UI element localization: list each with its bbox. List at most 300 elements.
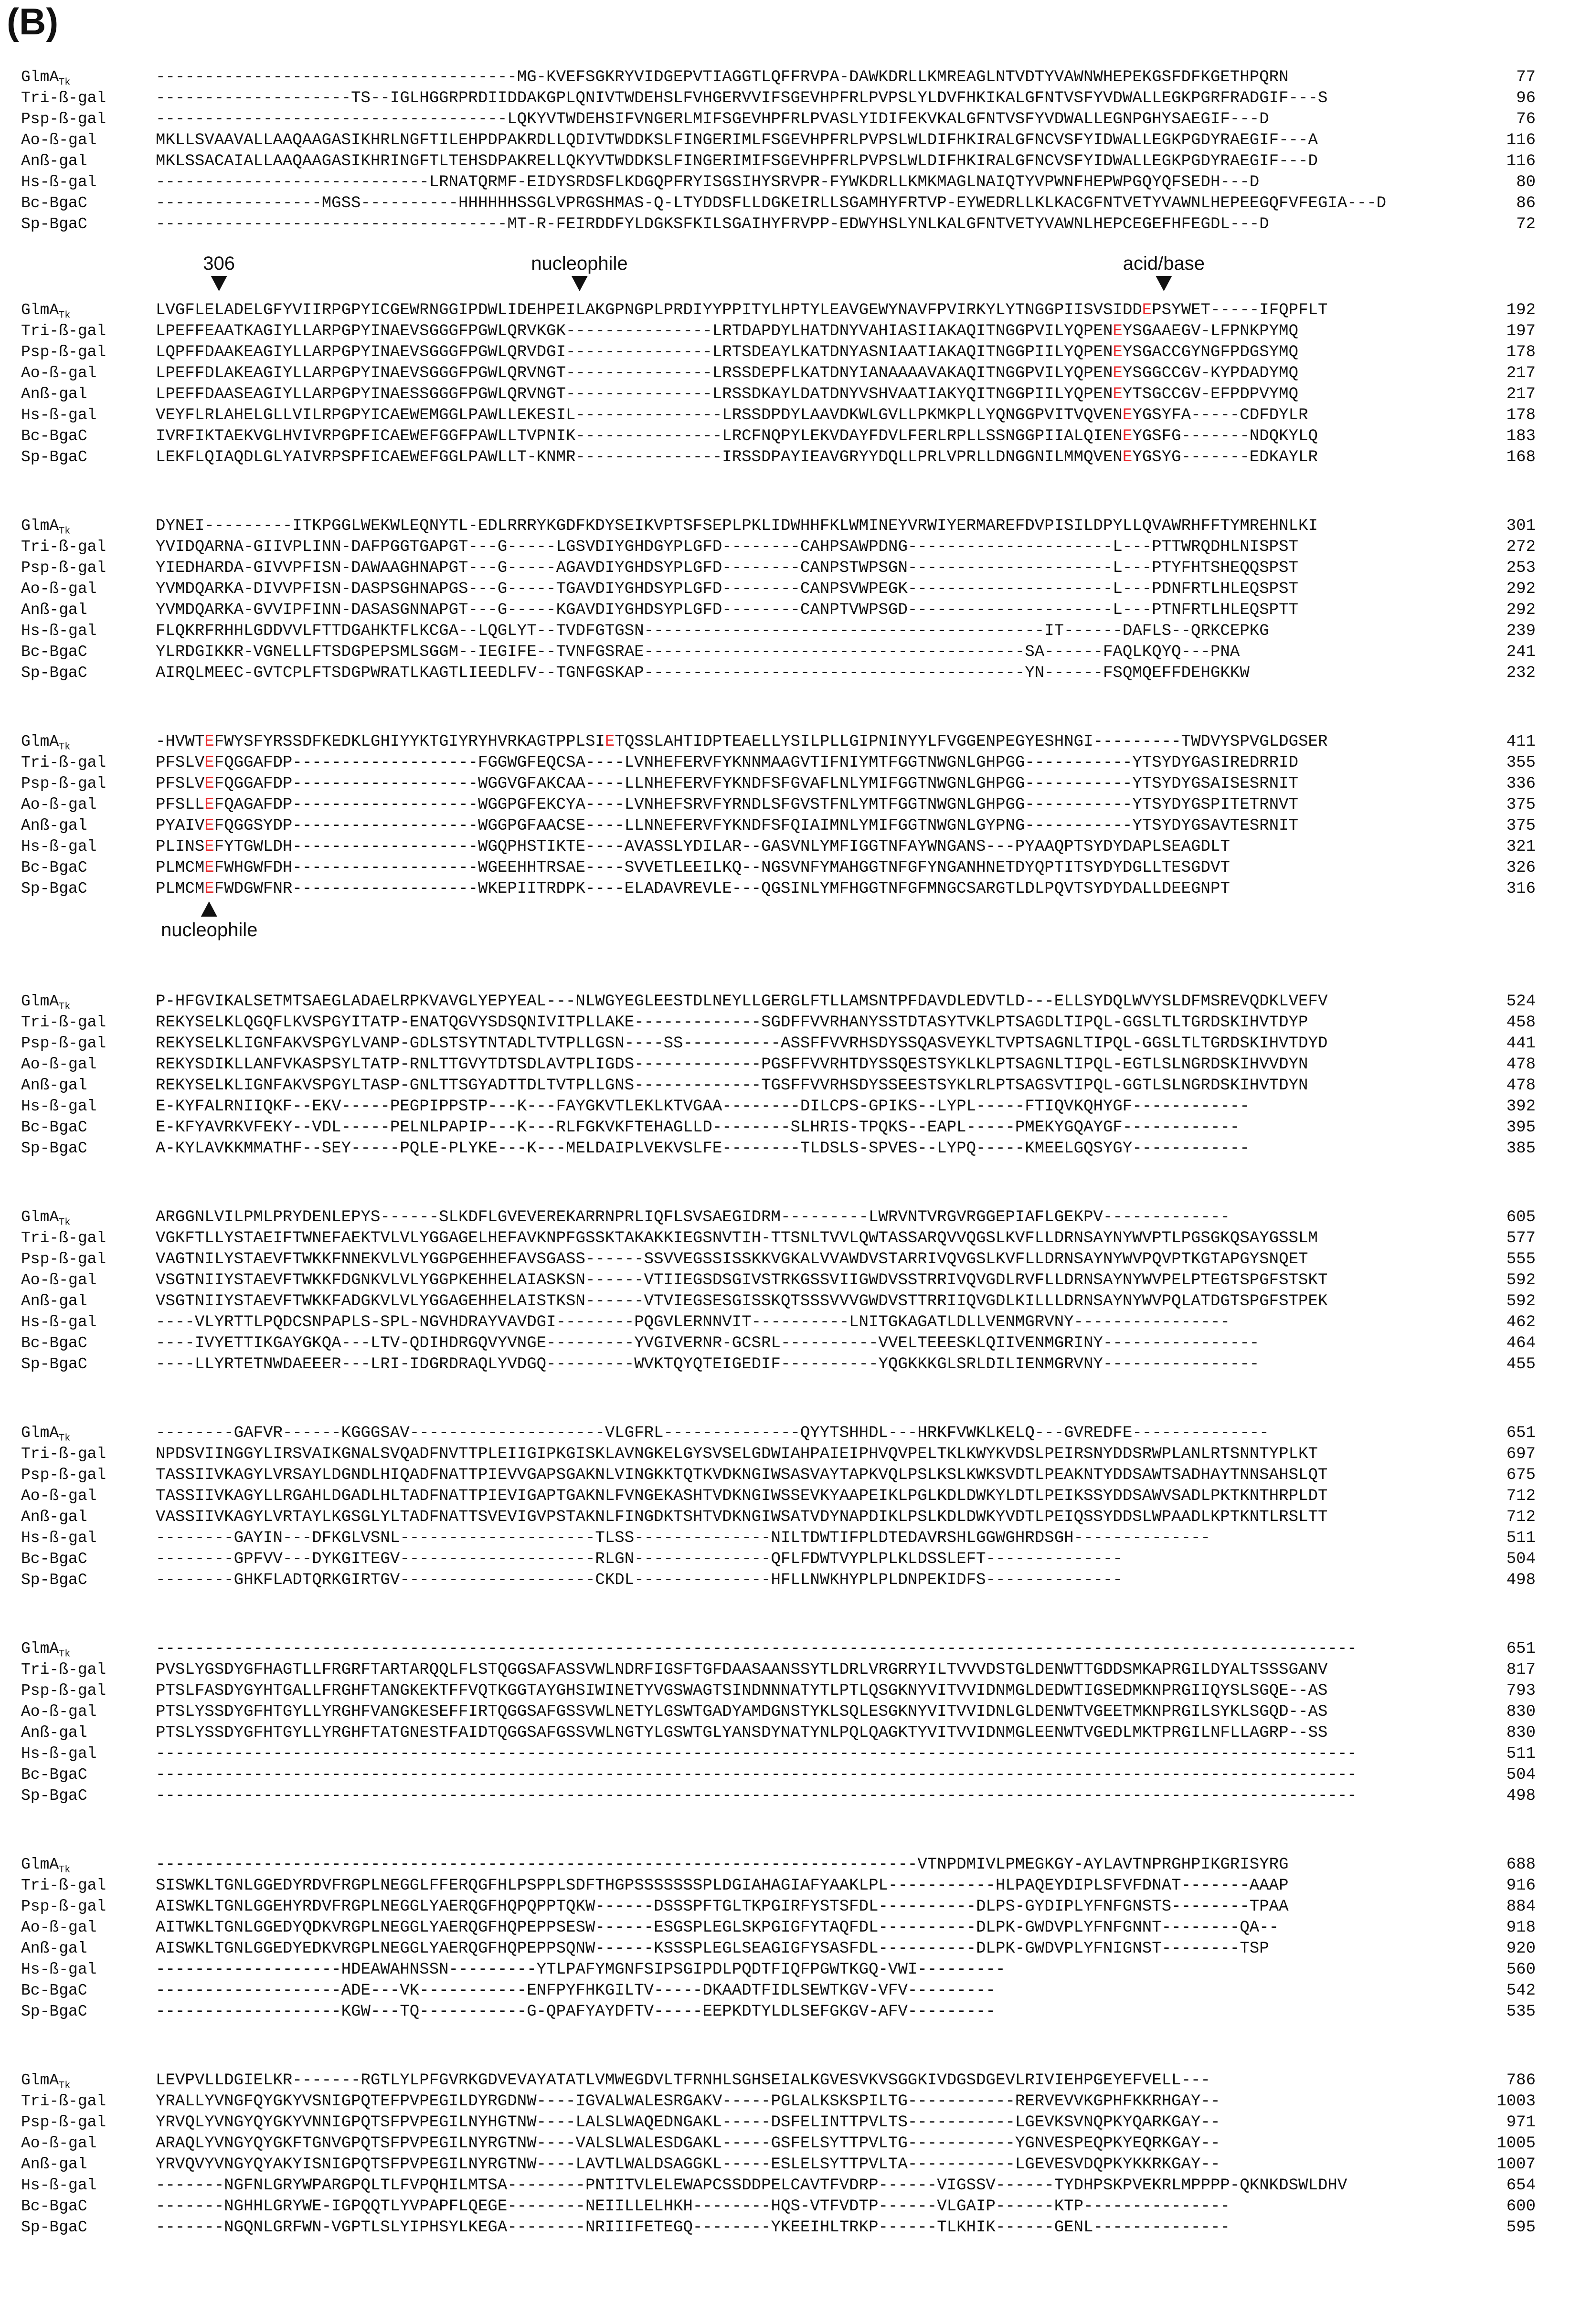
sequence-name: Ao-ß-gal bbox=[21, 796, 97, 813]
residue-number: 76 bbox=[1516, 110, 1536, 128]
sequence-row bbox=[21, 405, 1536, 426]
sequence-name: Anß-gal bbox=[21, 2155, 87, 2173]
residue-number: 688 bbox=[1506, 1856, 1536, 1874]
residue-number: 316 bbox=[1506, 880, 1536, 898]
sequence-name: Hs-ß-gal bbox=[21, 173, 97, 191]
alignment-block bbox=[21, 703, 1536, 943]
sequence-residues: --------GAYIN---DFKGLVSNL--------------------TLSS--------------NILTDWTIFPLDTEDAVRSHLGGWGHRDSGH-------------- bbox=[156, 1529, 1210, 1547]
sequence-row bbox=[21, 773, 1536, 794]
residue-number: 918 bbox=[1506, 1919, 1536, 1937]
sequence-residues: PLMCMEFWHGWFDH-------------------WGEEHHTRSAE----SVVETLEEILKQ--NGSVNFYMAHGGTNFGFYNGANHNETDYQPTITSYDYDGLLTESGDVT bbox=[156, 859, 1230, 877]
residue-number: 375 bbox=[1506, 796, 1536, 814]
sequence-residues: LVGFLELADELGFYVIIRPGPYICGEWRNGGIPDWLIDEHPEILAKGPNGPLPRDIYYPPITYLHPTYLEAVGEWYNAVFPVIRKYLYTNGGPIISVSIDDEPSYWET-----IFQPFLT bbox=[156, 301, 1328, 319]
sequence-residues: YIEDHARDA-GIVVPFISN-DAWAAGHNAPGT---G-----AGAVDIYGHDSYPLGFD--------CANPSTWPSGN---------------------L---PTYFHTSHEQQSPST bbox=[156, 559, 1299, 577]
residue-number: 830 bbox=[1506, 1703, 1536, 1721]
sequence-row bbox=[21, 2112, 1536, 2133]
residue-number: 697 bbox=[1506, 1445, 1536, 1463]
sequence-row bbox=[21, 1444, 1536, 1465]
sequence-row bbox=[21, 579, 1536, 600]
sequence-residues: --------------------------------------------------------------------------------------------------------------------------- bbox=[156, 1745, 1357, 1763]
sequence-name: Tri-ß-gal bbox=[21, 538, 106, 556]
sequence-row bbox=[21, 642, 1536, 663]
sequence-residues: YLRDGIKKR-VGNELLFTSDGPEPSMLSGGM--IEGIFE--TVNFGSRAE---------------------------------------SA------FAQLKQYQ---PNA bbox=[156, 643, 1240, 661]
alignment-block bbox=[21, 1826, 1536, 2022]
sequence-residues: --------------------------------------------------------------------------------------------------------------------------- bbox=[156, 1787, 1357, 1805]
alignment-block bbox=[21, 1610, 1536, 1806]
residue-number: 712 bbox=[1506, 1487, 1536, 1505]
sequence-name: GlmA$_{Tk}$ bbox=[21, 1856, 71, 1876]
sequence-residues: -------NGQNLGRFWN-VGPTLSLYIPHSYLKEGA--------NRIIIFETEGQ--------YKEEIHLTRKP------TLKHIK------GENL-------------- bbox=[156, 2218, 1230, 2237]
sequence-row bbox=[21, 1249, 1536, 1270]
sequence-row bbox=[21, 2175, 1536, 2196]
residue-number: 375 bbox=[1506, 817, 1536, 835]
catalytic-residue: E bbox=[204, 817, 214, 835]
residue-number: 478 bbox=[1506, 1077, 1536, 1095]
alignment-block bbox=[21, 1394, 1536, 1591]
residue-number: 511 bbox=[1506, 1529, 1536, 1547]
residue-number: 971 bbox=[1506, 2113, 1536, 2132]
sequence-residues: AIRQLMEEC-GVTCPLFTSDGPWRATLKAGTLIEEDLFV--TGNFGSKAP---------------------------------------YN------FSQMQEFFDEHGKKW bbox=[156, 664, 1250, 682]
sequence-residues: YVMDQARKA-DIVVPFISN-DASPSGHNAPGS---G-----TGAVDIYGHDSYPLGFD--------CANPSVWPEGK---------------------L---PDNFRTLHLEQSPST bbox=[156, 580, 1299, 598]
sequence-name: Psp-ß-gal bbox=[21, 110, 106, 128]
residue-number: 458 bbox=[1506, 1014, 1536, 1032]
residue-number: 272 bbox=[1506, 538, 1536, 556]
sequence-residues: PFSLVEFQGGAFDP-------------------WGGVGFAKCAA----LLNHEFERVFYKNDFSFGVAFLNLYMIFGGTNWGNLGHPGG-----------YTSYDYGSAISESRNIT bbox=[156, 775, 1299, 793]
residue-number: 535 bbox=[1506, 2003, 1536, 2021]
residue-number: 301 bbox=[1506, 517, 1536, 535]
sequence-row bbox=[21, 600, 1536, 621]
sequence-residues: A-KYLAVKKMMATHF--SEY-----PQLE-PLYKE---K---MELDAIPLVEKVSLFE--------TLDSLS-SPVES--LYPQ-----KMEELGQSYGY------------ bbox=[156, 1140, 1250, 1158]
residue-number: 675 bbox=[1506, 1466, 1536, 1484]
residue-number: 116 bbox=[1506, 131, 1536, 149]
sequence-residues: PFSLLEFQAGAFDP-------------------WGGPGFEKCYA----LVNHEFSRVFYRNDLSFGVSTFNLYMTFGGTNWGNLGHPGG-----------YTSYDYGSPITETRNVT bbox=[156, 796, 1299, 814]
sequence-residues: LEVPVLLDGIELKR-------RGTLYLPFGVRKGDVEVAYATATLVMWEGDVLTFRNHLSGHSEIALKGVESVKVSGGKIVDGSDGEVLRIVIEHPGEYEFVELL--- bbox=[156, 2071, 1210, 2090]
catalytic-residue: E bbox=[204, 733, 214, 751]
sequence-row bbox=[21, 1333, 1536, 1354]
sequence-row bbox=[21, 342, 1536, 363]
sequence-residues: -HVWTEFWYSFYRSSDFKEDKLGHIYYKTGIYRYHVRKAGTPPLSIETQSSLAHTIDPTEAELLYSILPLLGIPNINYYLFVGGENPEGYESHNGI---------TWDVYSPVGLDGSER bbox=[156, 733, 1328, 751]
down-triangle-icon bbox=[1156, 276, 1172, 291]
sequence-name: Anß-gal bbox=[21, 152, 87, 170]
residue-number: 592 bbox=[1506, 1271, 1536, 1289]
sequence-name: Sp-BgaC bbox=[21, 1355, 87, 1373]
panel-label: (B) bbox=[7, 0, 59, 42]
alignment-block bbox=[21, 962, 1536, 1159]
residue-annotation bbox=[161, 901, 257, 940]
residue-number: 1007 bbox=[1496, 2155, 1536, 2174]
sequence-name: GlmA$_{Tk}$ bbox=[21, 517, 71, 537]
sequence-name: Tri-ß-gal bbox=[21, 1229, 106, 1247]
residue-number: 395 bbox=[1506, 1119, 1536, 1137]
sequence-row bbox=[21, 109, 1536, 130]
residue-number: 241 bbox=[1506, 643, 1536, 661]
residue-number: 577 bbox=[1506, 1229, 1536, 1247]
residue-number: 80 bbox=[1516, 173, 1536, 191]
alignment-block bbox=[21, 67, 1536, 235]
sequence-name: Bc-BgaC bbox=[21, 643, 87, 661]
sequence-residues: ----VLYRTTLPQDCSNPAPLS-SPL-NGVHDRAYVAVDGI--------PQGVLERNNVIT----------LNITGKAGATLDLLVENMGRVNY---------------- bbox=[156, 1313, 1230, 1331]
sequence-residues: IVRFIKTAEKVGLHVIVRPGPFICAEWEFGGFPAWLLTVPNIK---------------LRCFNQPYLEKVDAYFDVLFERLRPLLSSNGGPIIALQIENEYGSFG-------NDQKYLQ bbox=[156, 427, 1318, 445]
residue-number: 336 bbox=[1506, 775, 1536, 793]
annotation-row bbox=[21, 1394, 1536, 1423]
sequence-residues: LPEFFDAASEAGIYLLARPGPYINAESSGGGFPGWLQRVNGT---------------LRSSDKAYLDATDNYVSHVAATIAKYQITNGGPIILYQPENEYTSGCCGV-EFPDPVYMQ bbox=[156, 385, 1299, 403]
catalytic-residue: E bbox=[204, 754, 214, 772]
sequence-row bbox=[21, 1228, 1536, 1249]
sequence-name: Psp-ß-gal bbox=[21, 1466, 106, 1484]
residue-number: 96 bbox=[1516, 89, 1536, 107]
sequence-name: Psp-ß-gal bbox=[21, 559, 106, 577]
sequence-residues: PVSLYGSDYGFHAGTLLFRGRFTARTARQQLFLSTQGGSAFASSVWLNDRFIGSFTGFDAASAANSSYTLDRLVRGRRYILTVVVDSTGLDENWTTGDDSMKAPRGILDYALTSSSGANV bbox=[156, 1661, 1328, 1679]
sequence-residues: PTSLFASDYGYHTGALLFRGHFTANGKEKTFFVQTKGGTAYGHSIWINETYVGSWAGTSINDNNNATYTLPTLQSGKNYVITVVIDNMGLDEDWTIGSEDMKNPRGIIQYSLSGQE--AS bbox=[156, 1682, 1328, 1700]
annotation-label: acid/base bbox=[1123, 253, 1205, 274]
sequence-row bbox=[21, 2133, 1536, 2154]
sequence-name: Ao-ß-gal bbox=[21, 1919, 97, 1936]
sequence-row bbox=[21, 794, 1536, 815]
residue-number: 511 bbox=[1506, 1745, 1536, 1763]
sequence-name: Hs-ß-gal bbox=[21, 1961, 97, 1978]
sequence-name: Psp-ß-gal bbox=[21, 2113, 106, 2131]
sequence-name: Ao-ß-gal bbox=[21, 1056, 97, 1073]
catalytic-residue: E bbox=[1113, 364, 1123, 382]
sequence-row bbox=[21, 1354, 1536, 1375]
sequence-row bbox=[21, 193, 1536, 214]
catalytic-residue: E bbox=[204, 796, 214, 814]
sequence-residues: ------------------------------------MT-R-FEIRDDFYLDGKSFKILSGAIHYFRVPP-EDWYHSLYNLKALGFNTVETYVAWNLHEPCEGEFHFEGDL---D bbox=[156, 215, 1269, 233]
sequence-name: GlmA$_{Tk}$ bbox=[21, 993, 71, 1013]
sequence-row bbox=[21, 1680, 1536, 1701]
catalytic-residue: E bbox=[1142, 301, 1152, 319]
residue-number: 292 bbox=[1506, 580, 1536, 598]
sequence-residues: E-KYFALRNIIQKF--EKV-----PEGPIPPSTP---K---FAYGKVTLEKLKTVGAA--------DILCPS-GPIKS--LYPL-----FTIQVKQHYGF------------ bbox=[156, 1098, 1250, 1116]
catalytic-residue: E bbox=[605, 733, 615, 751]
sequence-row bbox=[21, 1033, 1536, 1054]
sequence-name: Ao-ß-gal bbox=[21, 131, 97, 149]
sequence-residues: -------------------ADE---VK-----------ENFPYFHKGILTV-----DKAADTFIDLSEWTKGV-VFV--------- bbox=[156, 1982, 996, 2000]
sequence-row bbox=[21, 1785, 1536, 1806]
sequence-residues: NPDSVIINGGYLIRSVAIKGNALSVQADFNVTTPLEIIGIPKGISKLAVNGKELGYSVSELGDWIAHPAIEIPHVQVPELTKLKWYKVDSLPEIRSNYDDSRWPLANLRTSNNTYPLKT bbox=[156, 1445, 1318, 1463]
catalytic-residue: E bbox=[204, 838, 214, 856]
residue-number: 600 bbox=[1506, 2197, 1536, 2216]
sequence-name: Bc-BgaC bbox=[21, 859, 87, 877]
annotation-row bbox=[21, 2041, 1536, 2070]
sequence-name: Sp-BgaC bbox=[21, 664, 87, 682]
sequence-residues: --------------------TS--IGLHGGRPRDIIDDAKGPLQNIVTWDEHSLFVHGERVVIFSGEVHPFRLPVPSLYLDVFHKIKALGFNTVSFYVDWALLEGKPGRFRADGIF---S bbox=[156, 89, 1328, 107]
alignment-block bbox=[21, 487, 1536, 684]
residue-number: 392 bbox=[1506, 1098, 1536, 1116]
residue-annotation bbox=[531, 254, 627, 291]
sequence-row bbox=[21, 2070, 1536, 2091]
residue-number: 72 bbox=[1516, 215, 1536, 233]
residue-number: 560 bbox=[1506, 1961, 1536, 1979]
sequence-name: Tri-ß-gal bbox=[21, 89, 106, 107]
catalytic-residue: E bbox=[1113, 385, 1123, 403]
residue-number: 1003 bbox=[1496, 2092, 1536, 2111]
sequence-row bbox=[21, 1959, 1536, 1980]
alignment-block bbox=[21, 254, 1536, 468]
sequence-residues: MKLSSACAIALLAAQAAGASIKHRINGFTLTEHSDPAKRELLQKYVTWDDKSLFINGERIMIFSGEVHPFRLPVPSLWLDIFHKIRALGFNCVSFYIDWALLEGKPGDYRAEGIF---D bbox=[156, 152, 1318, 170]
sequence-residues: ------------------------------------LQKYVTWDEHSIFVNGERLMIFSGEVHPFRLPVASLYIDIFEKVKALGFNTVSFYVDWALLEGNPGHYSAEGIF---D bbox=[156, 110, 1269, 128]
sequence-name: Sp-BgaC bbox=[21, 1571, 87, 1589]
sequence-name: Hs-ß-gal bbox=[21, 1529, 97, 1547]
sequence-residues: PYAIVEFQGGSYDP-------------------WGGPGFAACSE----LLNNEFERVFYKNDFSFQIAIMNLYMIFGGTNWGNLGYPNG-----------YTSYDYGSAVTESRNIT bbox=[156, 817, 1299, 835]
down-triangle-icon bbox=[211, 276, 227, 291]
sequence-row bbox=[21, 130, 1536, 151]
sequence-residues: LPEFFDLAKEAGIYLLARPGPYINAEVSGGGFPGWLQRVNGT---------------LRSSDEPFLKATDNYIANAAAAVAKAQITNGGPVILYQPENEYSGGCCGV-KYPDADYMQ bbox=[156, 364, 1299, 382]
residue-number: 651 bbox=[1506, 1640, 1536, 1658]
sequence-name: Bc-BgaC bbox=[21, 1119, 87, 1136]
sequence-name: Tri-ß-gal bbox=[21, 1014, 106, 1031]
annotation-row bbox=[21, 703, 1536, 731]
residue-annotation bbox=[203, 254, 235, 291]
sequence-residues: TASSIIVKAGYLLRGAHLDGADLHLTADFNATTPIEVIGAPTGAKNLFVNGEKASHTVDKNGIWSSEVKYAAPEIKLPGLKDLDWKYLDTLPEIKSSYDDSAWVSADLPKTKNTHRPLDT bbox=[156, 1487, 1328, 1505]
catalytic-residue: E bbox=[1113, 322, 1123, 340]
residue-number: 478 bbox=[1506, 1056, 1536, 1074]
sequence-name: Tri-ß-gal bbox=[21, 2092, 106, 2110]
sequence-name: Tri-ß-gal bbox=[21, 1877, 106, 1894]
residue-number: 292 bbox=[1506, 601, 1536, 619]
sequence-name: Tri-ß-gal bbox=[21, 1445, 106, 1463]
sequence-residues: YVIDQARNA-GIIVPLINN-DAFPGGTGAPGT---G-----LGSVDIYGHDGYPLGFD--------CAHPSAWPDNG---------------------L---PTTWRQDHLNISPST bbox=[156, 538, 1299, 556]
sequence-residues: PTSLYSSDYGFHTGYLLYRGHFVANGKESEFFIRTQGGSAFGSSVWLNETYLGSWTGADYAMDGNSTYKLSQLESGKNYVITVVIDNLGLDENWTVGEETMKNPRGILSYKLSGQD--AS bbox=[156, 1703, 1328, 1721]
sequence-row bbox=[21, 1465, 1536, 1486]
sequence-residues: --------GPFVV---DYKGITEGV--------------------RLGN--------------QFLFDWTVYPLPLKLDSSLEFT-------------- bbox=[156, 1550, 1123, 1568]
sequence-row bbox=[21, 363, 1536, 384]
sequence-row bbox=[21, 214, 1536, 235]
sequence-row bbox=[21, 1743, 1536, 1764]
sequence-residues: REKYSELKLIGNFAKVSPGYLVANP-GDLSTSYTNTADLTVTPLLGSN----SS----------ASSFFVVRHSDYSSQASVEYKLTVPTSAGNLTIPQL-GGSLTLTGRDSKIHVTDYD bbox=[156, 1035, 1328, 1053]
sequence-residues: ------------------------------------------------------------------------------VTNPDMIVLPMEGKGY-AYLAVTNPRGHPIKGRISYRG bbox=[156, 1856, 1289, 1874]
sequence-row bbox=[21, 1291, 1536, 1312]
sequence-row bbox=[21, 991, 1536, 1012]
sequence-row bbox=[21, 857, 1536, 878]
sequence-residues: TASSIIVKAGYLVRSAYLDGNDLHIQADFNATTPIEVVGAPSGAKNLVINGKKTQTKVDKNGIWSASVAYTAPKVQLPSLKSLKWKSVDTLPEAKNTYDDSAWTSADHAYTNNSAHSLQT bbox=[156, 1466, 1328, 1484]
sequence-name: Psp-ß-gal bbox=[21, 1250, 106, 1268]
sequence-row bbox=[21, 836, 1536, 857]
sequence-residues: PTSLYSSDYGFHTGYLLYRGHFTATGNESTFAIDTQGGSAFGSSVWLNGTYLGSWTGLYANSDYNATYNLPQLQAGKTYVITVVIDNMGLEENWTVGEDLMKTPRGILNFLLAGRP--SS bbox=[156, 1724, 1328, 1742]
residue-number: 462 bbox=[1506, 1313, 1536, 1331]
annotation-row bbox=[21, 1178, 1536, 1207]
residue-number: 217 bbox=[1506, 385, 1536, 403]
residue-number: 232 bbox=[1506, 664, 1536, 682]
sequence-name: Sp-BgaC bbox=[21, 1140, 87, 1157]
sequence-row bbox=[21, 558, 1536, 579]
sequence-residues: VAGTNILYSTAEVFTWKKFNNEKVLVLYGGPGEHHEFAVSGASS------SSVVEGSSISSKKVGKALVVAWDVSTARRIVQVGSLKVFLLDRNSAYNYWVPQVPTKGTAPGYSNQET bbox=[156, 1250, 1308, 1268]
sequence-row bbox=[21, 1528, 1536, 1549]
residue-number: 884 bbox=[1506, 1898, 1536, 1916]
sequence-row bbox=[21, 1570, 1536, 1591]
sequence-name: Psp-ß-gal bbox=[21, 1682, 106, 1700]
sequence-name: Sp-BgaC bbox=[21, 2003, 87, 2020]
sequence-name: Tri-ß-gal bbox=[21, 754, 106, 771]
sequence-residues: ----LLYRTETNWDAEEER---LRI-IDGRDRAQLYVDGQ---------WVKTQYQTEIGEDIF----------YQGKKKGLSRLDILIENMGRVNY---------------- bbox=[156, 1355, 1260, 1373]
catalytic-residue: E bbox=[204, 859, 214, 877]
sequence-row bbox=[21, 1854, 1536, 1875]
sequence-row bbox=[21, 321, 1536, 342]
sequence-residues: P-HFGVIKALSETMTSAEGLADAELRPKVAVGLYEPYEAL---NLWGYEGLEESTDLNEYLLGERGLFTLLAMSNTPFDAVDLEDVTLD---ELLSYDQLWVYSLDFMSREVQDKLVEFV bbox=[156, 993, 1328, 1011]
catalytic-residue: E bbox=[1122, 406, 1133, 424]
sequence-residues: VGKFTLLYSTAEIFTWNEFAEKTVLVLYGGAGELHEFAVKNPFGSSKTAKAKKIEGSNVTIH-TTSNLTVVLQWTASSARQVVQGSLKVFLLDRNSAYNYWVPTLPGSGKQSAYGSSLM bbox=[156, 1229, 1318, 1247]
sequence-name: Bc-BgaC bbox=[21, 1982, 87, 1999]
sequence-residues: VSGTNIIYSTAEVFTWKKFADGKVLVLYGGAGEHHELAISTKSN------VTVIEGSESGISSKQTSSSVVVGWDVSTTRRIIQVGDLKILLLDRNSAYNYWVPQLATDGTSPGFSTPEK bbox=[156, 1292, 1328, 1310]
residue-number: 86 bbox=[1516, 194, 1536, 212]
sequence-name: Hs-ß-gal bbox=[21, 1098, 97, 1115]
sequence-name: Ao-ß-gal bbox=[21, 2134, 97, 2152]
residue-number: 217 bbox=[1506, 364, 1536, 382]
sequence-row bbox=[21, 1096, 1536, 1117]
sequence-row bbox=[21, 1764, 1536, 1785]
sequence-residues: YRALLYVNGFQYGKYVSNIGPQTEFPVPEGILDYRGDNW----IGVALWALESRGAKV-----PGLALKSKSPILTG-----------RERVEVVKGPHFKKRHGAY-- bbox=[156, 2092, 1220, 2111]
sequence-name: Ao-ß-gal bbox=[21, 1487, 97, 1505]
sequence-row bbox=[21, 384, 1536, 405]
residue-number: 326 bbox=[1506, 859, 1536, 877]
sequence-row bbox=[21, 752, 1536, 773]
sequence-row bbox=[21, 1875, 1536, 1896]
sequence-name: Hs-ß-gal bbox=[21, 2176, 97, 2194]
sequence-name: Bc-BgaC bbox=[21, 1334, 87, 1352]
sequence-name: Anß-gal bbox=[21, 1077, 87, 1094]
sequence-name: Hs-ß-gal bbox=[21, 622, 97, 640]
sequence-residues: REKYSELKLQGQFLKVSPGYITATP-ENATQGVYSDSQNIVITPLLAKE-------------SGDFFVVRHANYSSTDTASYTVKLPTSAGDLTIPQL-GGSLTLTGRDSKIHVTDYP bbox=[156, 1014, 1308, 1032]
annotation-label: 306 bbox=[203, 253, 235, 274]
catalytic-residue: E bbox=[1122, 448, 1133, 466]
up-triangle-icon bbox=[201, 901, 217, 917]
sequence-name: Hs-ß-gal bbox=[21, 838, 97, 856]
sequence-name: Bc-BgaC bbox=[21, 2197, 87, 2215]
residue-number: 441 bbox=[1506, 1035, 1536, 1053]
sequence-row bbox=[21, 1486, 1536, 1507]
sequence-name: Ao-ß-gal bbox=[21, 1703, 97, 1721]
sequence-row bbox=[21, 878, 1536, 899]
sequence-residues: AISWKLTGNLGGEHYRDVFRGPLNEGGLYAERQGFHQPQPPTQKW------DSSSPFTGLTKPGIRFYSTSFDL----------DLPS-GYDIPLYFNFGNSTS--------TPAA bbox=[156, 1898, 1289, 1916]
sequence-name: GlmA$_{Tk}$ bbox=[21, 2071, 71, 2092]
sequence-row bbox=[21, 1075, 1536, 1096]
sequence-row bbox=[21, 1896, 1536, 1917]
sequence-residues: -------NGFNLGRYWPARGPQLTLFVPQHILMTSA--------PNTITVLELEWAPCSSDDPELCAVTFVDRP------VIGSSV------TYDHPSKPVEKRLMPPPP-QKNKDSWLDHV bbox=[156, 2176, 1347, 2195]
sequence-residues: ----IVYETTIKGAYGKQA---LTV-QDIHDRGQVYVNGE---------YVGIVERNR-GCSRL----------VVELTEEESKLQIIVENMGRINY---------------- bbox=[156, 1334, 1260, 1352]
residue-number: 385 bbox=[1506, 1140, 1536, 1158]
residue-number: 178 bbox=[1506, 343, 1536, 361]
sequence-name: Sp-BgaC bbox=[21, 448, 87, 466]
alignment-block bbox=[21, 2041, 1536, 2238]
sequence-residues: SISWKLTGNLGGEDYRDVFRGPLNEGGLFFERQGFHLPSPPLSDFTHGPSSSSSSSPLDGIAHAGIAFYAAKLPL-----------HLPAQEYDIPLSFVFDNAT-------AAAP bbox=[156, 1877, 1289, 1895]
residue-number: 712 bbox=[1506, 1508, 1536, 1526]
sequence-row bbox=[21, 1722, 1536, 1743]
sequence-residues: LQPFFDAAKEAGIYLLARPGPYINAEVSGGGFPGWLQRVDGI---------------LRTSDEAYLKATDNYASNIAATIAKAQITNGGPIILYQPENEYSGACCGYNGFPDGSYMQ bbox=[156, 343, 1299, 361]
residue-number: 786 bbox=[1506, 2071, 1536, 2090]
sequence-name: Sp-BgaC bbox=[21, 880, 87, 898]
sequence-name: Bc-BgaC bbox=[21, 427, 87, 445]
sequence-name: Tri-ß-gal bbox=[21, 322, 106, 340]
sequence-residues: -------NGHHLGRYWE-IGPQQTLYVPAPFLQEGE--------NEIILLELHKH--------HQS-VTFVDTP------VLGAIP------KTP--------------- bbox=[156, 2197, 1230, 2216]
sequence-residues: -------------------KGW---TQ-----------G-QPAFYAYDFTV-----EEPKDTYLDLSEFGKGV-AFV--------- bbox=[156, 2003, 996, 2021]
sequence-residues: ARGGNLVILPMLPRYDENLEPYS------SLKDFLGVEVEREKARRNPRLIQFLSVSAEGIDRM---------LWRVNTVRGVRGGEPIAFLGEKPV------------- bbox=[156, 1208, 1230, 1226]
sequence-row bbox=[21, 1549, 1536, 1570]
sequence-name: Hs-ß-gal bbox=[21, 1745, 97, 1763]
sequence-name: Psp-ß-gal bbox=[21, 1035, 106, 1052]
sequence-name: GlmA$_{Tk}$ bbox=[21, 301, 71, 321]
sequence-name: Anß-gal bbox=[21, 817, 87, 835]
annotation-row bbox=[21, 254, 1536, 300]
sequence-residues: YRVQLYVNGYQYGKYVNNIGPQTSFPVPEGILNYHGTNW----LALSLWAQEDNGAKL-----DSFELINTTPVLTS-----------LGEVKSVNQPKYQARKGAY-- bbox=[156, 2113, 1220, 2132]
residue-number: 498 bbox=[1506, 1787, 1536, 1805]
sequence-row bbox=[21, 88, 1536, 109]
sequence-name: Anß-gal bbox=[21, 1292, 87, 1310]
residue-number: 197 bbox=[1506, 322, 1536, 340]
residue-number: 595 bbox=[1506, 2218, 1536, 2237]
sequence-residues: VSGTNIIYSTAEVFTWKKFDGNKVLVLYGGPKEHHELAIASKSN------VTIIEGSDSGIVSTRKGSSVIIGWDVSSTRRIVQVGDLRVFLLDRNSAYNYWVPELPTEGTSPGFSTSKT bbox=[156, 1271, 1328, 1289]
sequence-residues: AITWKLTGNLGGEDYQDKVRGPLNEGGLYAERQGFHQPEPPSESW------ESGSPLEGLSKPGIGFYTAQFDL----------DLPK-GWDVPLYFNFGNNT--------QA-- bbox=[156, 1919, 1279, 1937]
sequence-row bbox=[21, 1423, 1536, 1444]
residue-number: 605 bbox=[1506, 1208, 1536, 1226]
residue-number: 455 bbox=[1506, 1355, 1536, 1373]
catalytic-residue: E bbox=[204, 775, 214, 793]
sequence-residues: -----------------MGSS----------HHHHHHSSGLVPRGSHMAS-Q-LTYDDSFLLDGKEIRLLSGAMHYFRTVP-EYWEDRLLKLKACGFNTVETYVAWNLHEPEEGQFVFEGIA---D bbox=[156, 194, 1387, 212]
residue-number: 524 bbox=[1506, 993, 1536, 1011]
sequence-name: Bc-BgaC bbox=[21, 1766, 87, 1784]
sequence-name: Bc-BgaC bbox=[21, 194, 87, 212]
sequence-row bbox=[21, 2091, 1536, 2112]
sequence-residues: --------GAFVR------KGGGSAV--------------------VLGFRL--------------QYYTSHHDL---HRKFVWKLKELQ---GVREDFE-------------- bbox=[156, 1424, 1269, 1442]
residue-number: 464 bbox=[1506, 1334, 1536, 1352]
sequence-residues: PFSLVEFQGGAFDP-------------------FGGWGFEQCSA----LVNHEFERVFYKNNMAAGVTIFNIYMTFGGTNWGNLGHPGG-----------YTSYDYGASIREDRRID bbox=[156, 754, 1299, 772]
sequence-row bbox=[21, 300, 1536, 321]
sequence-name: Anß-gal bbox=[21, 1724, 87, 1742]
sequence-name: Ao-ß-gal bbox=[21, 580, 97, 598]
sequence-name: Sp-BgaC bbox=[21, 1787, 87, 1805]
sequence-residues: VASSIIVKAGYLVRTAYLKGSGLYLTADFNATTSVEVIGVPSTAKNLFINGDKTSHTVDKNGIWSATVDYNAPDIKLPSLKDLDWKYVDTLPEIQSSYDDSLWPAADLKPTKNTLRSLTT bbox=[156, 1508, 1328, 1526]
annotation-label: nucleophile bbox=[160, 919, 258, 940]
sequence-residues: AISWKLTGNLGGEDYEDKVRGPLNEGGLYAERQGFHQPEPPSQNW------KSSSPLEGLSEAGIGFYSASFDL----------DLPK-GWDVPLYFNIGNST--------TSP bbox=[156, 1940, 1269, 1958]
sequence-residues: -------------------------------------MG-KVEFSGKRYVIDGEPVTIAGGTLQFFRVPA-DAWKDRLLKMREAGLNTVDTYVAWNWHEPEKGSFDFKGETHPQRN bbox=[156, 68, 1289, 86]
sequence-row bbox=[21, 815, 1536, 836]
catalytic-residue: E bbox=[1113, 343, 1123, 361]
sequence-row bbox=[21, 426, 1536, 447]
sequence-residues: FLQKRFRHHLGDDVVLFTTDGAHKTFLKCGA--LQGLYT--TVDFGTGSN-----------------------------------------IT------DAFLS--QRKCEPKG bbox=[156, 622, 1269, 640]
residue-number: 183 bbox=[1506, 427, 1536, 445]
annotation-row bbox=[21, 1610, 1536, 1638]
sequence-residues: YVMDQARKA-GVVIPFINN-DASASGNNAPGT---G-----KGAVDIYGHDSYPLGFD--------CANPTVWPSGD---------------------L---PTNFRTLHLEQSPTT bbox=[156, 601, 1299, 619]
residue-number: 651 bbox=[1506, 1424, 1536, 1442]
sequence-row bbox=[21, 447, 1536, 468]
sequence-residues: REKYSELKLIGNFAKVSPGYLTASP-GNLTTSGYADTTDLTVTPLLGNS-------------TGSFFVVRHSDYSSEESTSYKLRLPTSAGSVTIPQL-GGTLSLNGRDSKIHVTDYN bbox=[156, 1077, 1308, 1095]
residue-number: 498 bbox=[1506, 1571, 1536, 1589]
sequence-row bbox=[21, 1012, 1536, 1033]
sequence-name: Psp-ß-gal bbox=[21, 343, 106, 361]
sequence-residues: DYNEI---------ITKPGGLWEKWLEQNYTL-EDLRRRYKGDFKDYSEIKVPTSFSEPLPKLIDWHHFKLWMINEYVRWIYERMAREFDVPISILDPYLLQVAWRHFFTYMREHNLKI bbox=[156, 517, 1318, 535]
sequence-row bbox=[21, 1938, 1536, 1959]
sequence-row bbox=[21, 1270, 1536, 1291]
sequence-name: Ao-ß-gal bbox=[21, 364, 97, 382]
sequence-residues: LPEFFEAATKAGIYLLARPGPYINAEVSGGGFPGWLQRVKGK---------------LRTDAPDYLHATDNYVAHIASIIAKAQITNGGPVILYQPENEYSGAAEGV-LFPNKPYMQ bbox=[156, 322, 1299, 340]
sequence-row bbox=[21, 1917, 1536, 1938]
sequence-residues: -------------------HDEAWAHNSSN---------YTLPAFYMGNFSIPSGIPDLPQDTFIQFPGWTKGQ-VWI--------- bbox=[156, 1961, 1006, 1979]
sequence-name: Anß-gal bbox=[21, 1940, 87, 1957]
residue-number: 116 bbox=[1506, 152, 1536, 170]
residue-number: 920 bbox=[1506, 1940, 1536, 1958]
catalytic-residue: E bbox=[1122, 427, 1133, 445]
residue-number: 355 bbox=[1506, 754, 1536, 772]
sequence-row bbox=[21, 151, 1536, 172]
residue-number: 654 bbox=[1506, 2176, 1536, 2195]
residue-number: 592 bbox=[1506, 1292, 1536, 1310]
catalytic-residue: E bbox=[204, 880, 214, 898]
sequence-residues: --------------------------------------------------------------------------------------------------------------------------- bbox=[156, 1766, 1357, 1784]
sequence-name: Psp-ß-gal bbox=[21, 1898, 106, 1915]
sequence-row bbox=[21, 1507, 1536, 1528]
sequence-residues: --------------------------------------------------------------------------------------------------------------------------- bbox=[156, 1640, 1357, 1658]
annotation-row bbox=[21, 1826, 1536, 1854]
sequence-row bbox=[21, 1054, 1536, 1075]
